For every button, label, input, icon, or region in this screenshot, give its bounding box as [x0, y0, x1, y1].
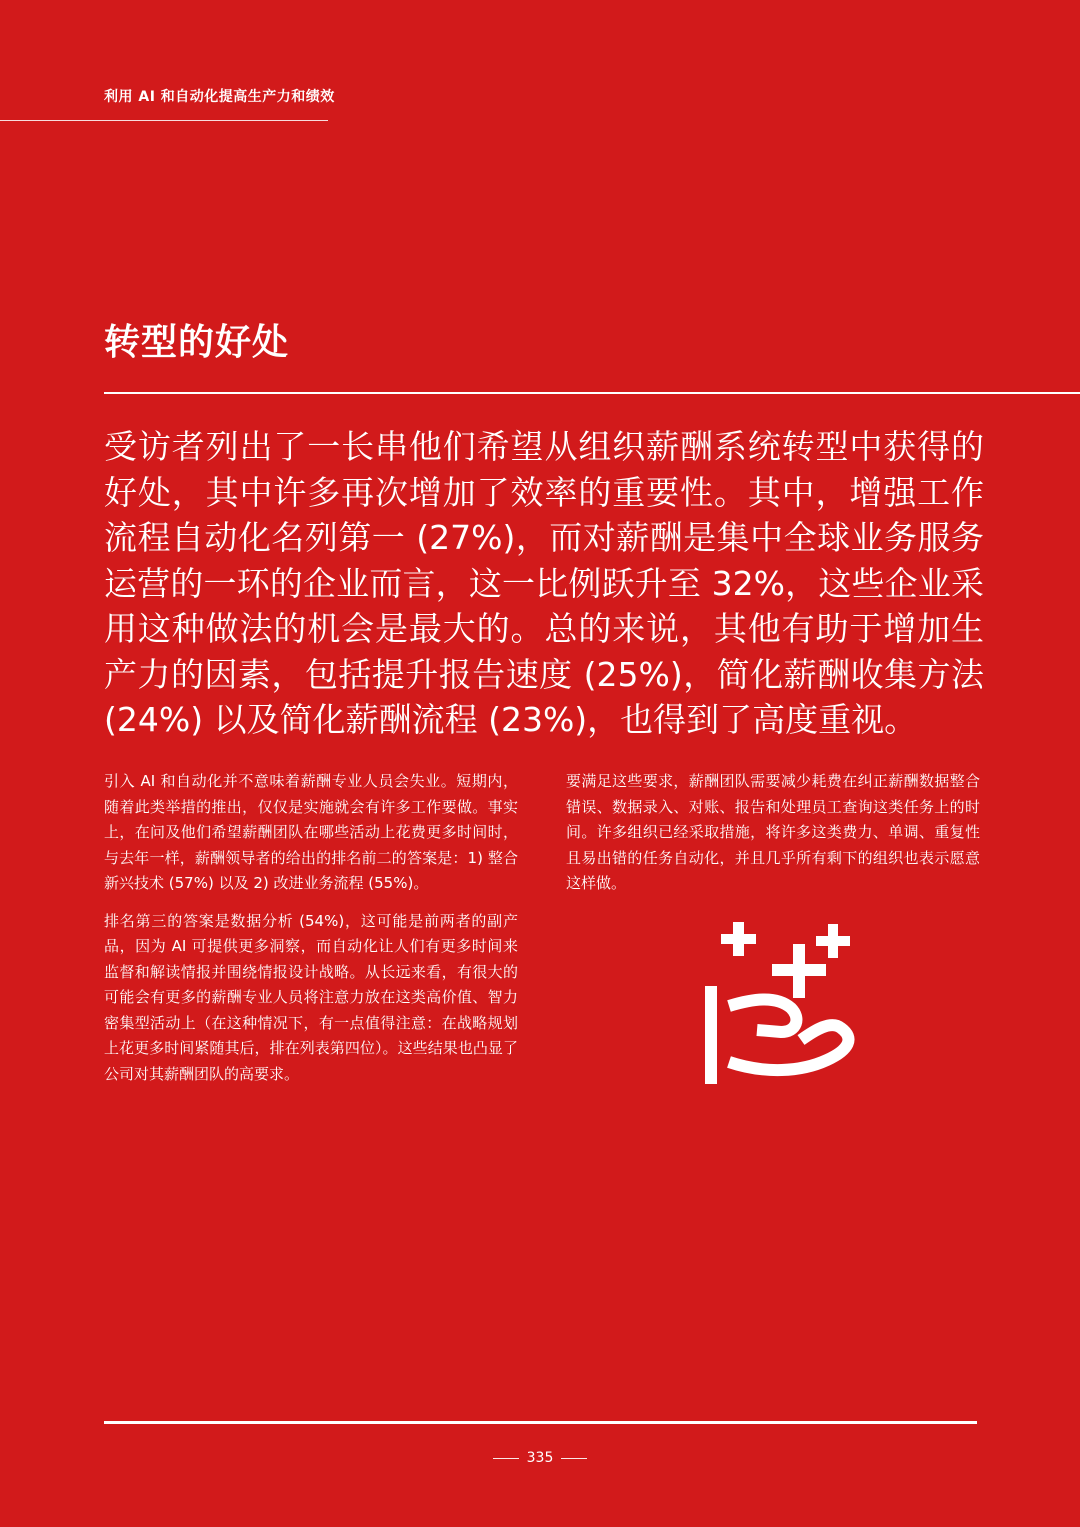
page-number-left-dash	[493, 1458, 519, 1459]
page-number	[0, 1450, 1080, 1466]
footer-divider	[104, 1421, 977, 1424]
section-title: 转型的好处	[104, 322, 290, 363]
page-number-right-dash	[561, 1458, 587, 1459]
lead-paragraph: 受访者列出了一长串他们希望从组织薪酬系统转型中获得的好处，其中许多再次增加了效率的重要性。其中，增强工作流程自动化名列第一 (27%)，而对薪酬是集中全球业务服务运营的一环的企业而言，这一比例跃升至 32%，这些企业采用这种做法的机会是最大的。总的来说，其他有助于增加生产力的因素，包括提升报告速度 (25%)，简化薪酬收集方法 (24%) 以及简化薪酬流程 (23%)，也得到了高度重视。	[104, 427, 984, 739]
left-column	[104, 769, 518, 1099]
hand-with-plus-signs-icon	[705, 922, 860, 1087]
running-header: 利用 AI 和自动化提高生产力和绩效	[104, 89, 335, 105]
left-paragraph-1: 引入 AI 和自动化并不意味着薪酬专业人员会失业。短期内，随着此类举措的推出，仅仅是实施就会有许多工作要做。事实上，在问及他们希望薪酬团队在哪些活动上花费更多时间时，与去年一样，薪酬领导者的给出的排名前二的答案是：1) 整合新兴技术 (57%) 以及 2) 改进业务流程 (55%)。	[104, 772, 518, 892]
right-paragraph-1: 要满足这些要求，薪酬团队需要减少耗费在纠正薪酬数据整合错误、数据录入、对账、报告和处理员工查询这类任务上的时间。许多组织已经采取措施，将许多这类费力、单调、重复性且易出错的任务自动化，并且几乎所有剩下的组织也表示愿意这样做。	[566, 772, 980, 892]
page-number-text: 335	[526, 1450, 554, 1466]
header-divider	[0, 120, 328, 121]
right-column	[566, 769, 980, 909]
title-divider	[104, 392, 1080, 394]
left-paragraph-2: 排名第三的答案是数据分析 (54%)，这可能是前两者的副产品，因为 AI 可提供更多洞察，而自动化让人们有更多时间来监督和解读情报并围绕情报设计战略。从长远来看，有很大的可能会有更多的薪酬专业人员将注意力放在这类高价值、智力密集型活动上（在这种情况下，有一点值得注意：在战略规划上花更多时间紧随其后，排在列表第四位）。这些结果也凸显了公司对其薪酬团队的高要求。	[104, 911, 518, 1083]
